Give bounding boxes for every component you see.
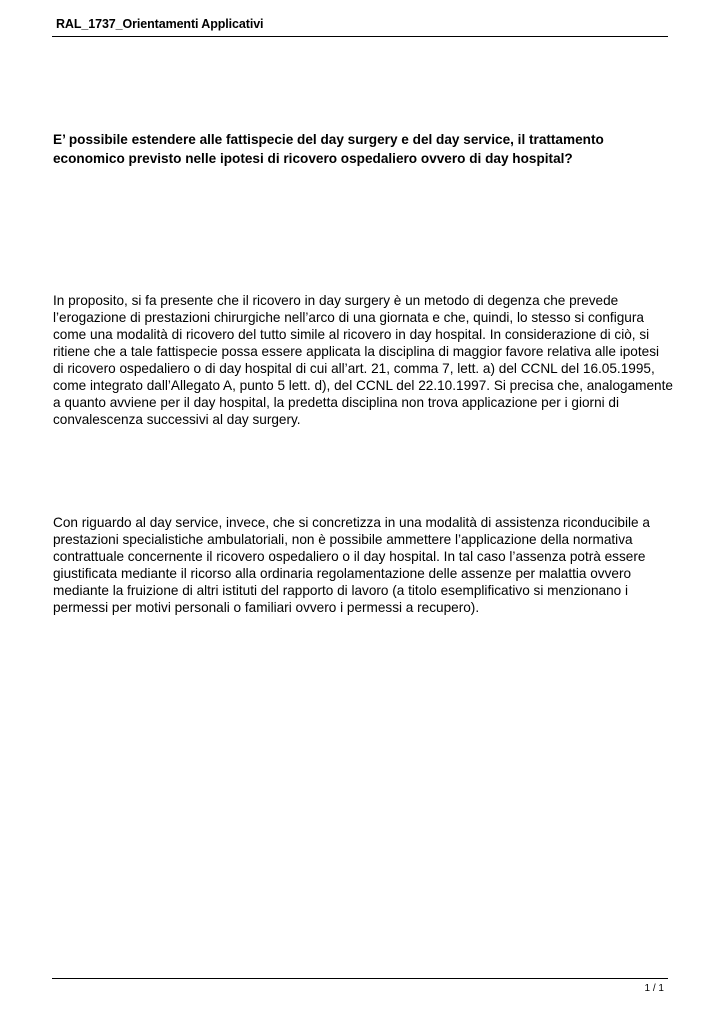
header-divider <box>52 36 668 37</box>
answer-paragraph-day-service: Con riguardo al day service, invece, che si concretizza in una modalità di assistenza riconducibile a prestazioni specialistiche ambulatoriali, non è possibile ammettere l’applicazione della normativa contrattuale concernente il ricovero ospedaliero o il day hospital. In tal caso l’assenza potrà essere giustificata mediante il ricorso alla ordinaria regolamentazione delle assenze per malattia ovvero mediante la fruizione di altri istituti del rapporto di lavoro (a titolo esemplificativo si menzionano i permessi per motivi personali o familiari ovvero i permessi a recupero). <box>53 515 650 615</box>
question-heading: E’ possibile estendere alle fattispecie del day surgery e del day service, il trattamento economico previsto nelle ipotesi di ricovero ospedaliero ovvero di day hospital? <box>53 132 604 166</box>
footer-divider <box>52 978 668 979</box>
answer-paragraph-day-surgery: In proposito, si fa presente che il ricovero in day surgery è un metodo di degenza che prevede l’erogazione di prestazioni chirurgiche nell’arco di una giornata e che, quindi, lo stesso si configura come una modalità di ricovero del tutto simile al ricovero in day hospital. In considerazione di ciò, si ritiene che a tale fattispecie possa essere applicata la disciplina di maggior favore relativa alle ipotesi di ricovero ospedaliero o di day hospital di cui all’art. 21, comma 7, lett. a) del CCNL del 16.05.1995, come integrato dall’Allegato A, punto 5 lett. d), del CCNL del 22.10.1997. Si precisa che, analogamente a quanto avviene per il day hospital, la predetta disciplina non trova applicazione per i giorni di convalescenza successivi al day surgery. <box>53 293 673 427</box>
page-number: 1 / 1 <box>644 983 664 994</box>
document-header-title: RAL_1737_Orientamenti Applicativi <box>56 17 264 31</box>
